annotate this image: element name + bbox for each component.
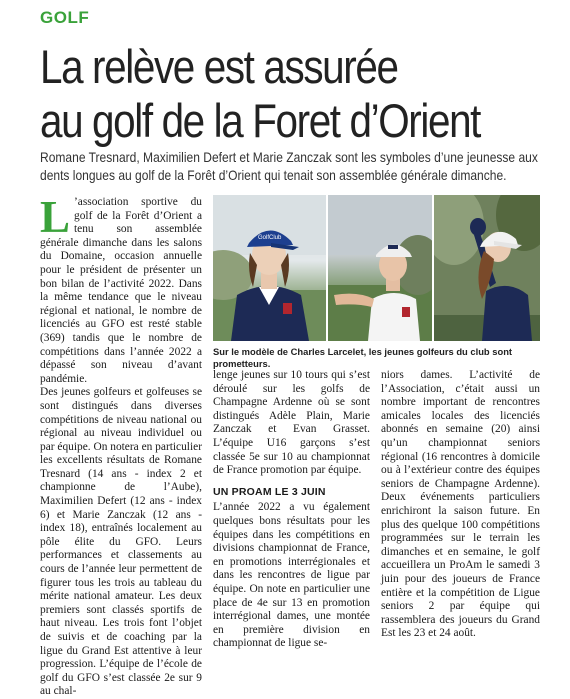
body-paragraph-3: lenge jeunes sur 10 tours qui s’est déroulé sur les golfs de Champagne Ardenne où se sont distingués Adèle Plain, Marie Zanczak et Evan Grasset. L’équipe U16 garçons s’est classée 5e sur 10 au championnat de France promotion par équipe.: [213, 369, 370, 477]
article-column-3: [381, 369, 540, 641]
lead-paragraph: Romane Tresnard, Maximilien Defert et Marie Zanczak sont les symboles d’une jeunesse aux dents longues au golf de la Forêt d’Orient qui tenait son assemblée générale dimanche.: [40, 149, 538, 183]
body-paragraph-4: L’année 2022 a vu également quelques bons résultats pour les équipes dans les compétitions en divisions championnat de France, en promotions interrégionales et dans les rencontres de ligue par équipe. On note en particulier une place de 4e sur 13 en promotion interrégional dames, une montée en première division en championnat de ligue se-: [213, 501, 370, 650]
article-column-2: [213, 369, 370, 651]
photo-caption: Sur le modèle de Charles Larcelet, les jeunes golfeurs du club sont prometteurs.: [213, 346, 513, 369]
cap-logo-text: GolfClub: [258, 235, 282, 241]
photo-maximilien: [328, 195, 432, 341]
section-label: GOLF: [40, 8, 90, 27]
sub-heading: UN PROAM LE 3 JUIN: [213, 485, 326, 498]
photo-romane: [213, 195, 326, 341]
article-column-1: [40, 192, 202, 699]
body-paragraph-2: Des jeunes golfeurs et golfeuses se sont distingués dans diverses compétitions de niveau national ou régional au niveau individuel ou par équipe. On notera en particulier les excellents résultats de Romane Tresnard (14 ans - index 2 et championne de l’Aube), Maximilien Defert (12 ans - index 6) et Marie Zanczak (12 ans - index 18), entraînés localement au pôle élite du GFO. Leurs performances et classements au cours de l’année leur permettent de figurer tous les trois au tableau du mérite national amateur. Les deux premiers sont classés sportifs de haut niveau. Les trois font l’objet de suivis et de coaching par la ligue du Grand Est attentive à leur progression. L’équipe de l’école de golf du GFO s’est classée 2e sur 9 au chal-: [40, 386, 202, 698]
drop-cap: L: [40, 192, 71, 242]
photo-marie-illustration: [434, 195, 540, 341]
headline: [40, 40, 487, 148]
photo-maximilien-illustration: [328, 195, 432, 341]
body-paragraph-5: niors dames. L’activité de l’Association, c’était aussi un nombre important de rencontres amicales locales des licenciés abonnés en semaine (20) ainsi qu’un championnat seniors régional (16 rencontres à domicile ou à l’extérieur contre des équipes seniors de Champagne Ardenne). Deux événements particuliers enrichiront la saison future. En plus des quelque 100 compétitions programmées sur le terrain les dimanches et en semaine, le golf accueillera un ProAm le samedi 3 juin pour des joueurs de France entière et la compétition de Ligue seniors 2 par équipe qui rassemblera des joueurs du Grand Est les 23 et 24 août.: [381, 369, 540, 640]
body-paragraph-1: ’association sportive du golf de la Forêt d’Orient a tenu son assemblée générale dimanche dans les salons du Domaine, occasion annuelle pour le président de présenter un bon bilan de l’activité 2022. Dans la même tendance que le niveau régional et national, le nombre de licenciés au GFO est resté stable (369) tandis que le nombre de compétitions dans l’année 2022 a dépassé son niveau d’avant pandémie.: [40, 196, 202, 385]
photo-marie: [434, 195, 540, 341]
photo-romane-illustration: [213, 195, 326, 341]
headline-line-1: La relève est assurée: [40, 40, 398, 93]
headline-line-2: au golf de la Foret d’Orient: [40, 94, 481, 147]
